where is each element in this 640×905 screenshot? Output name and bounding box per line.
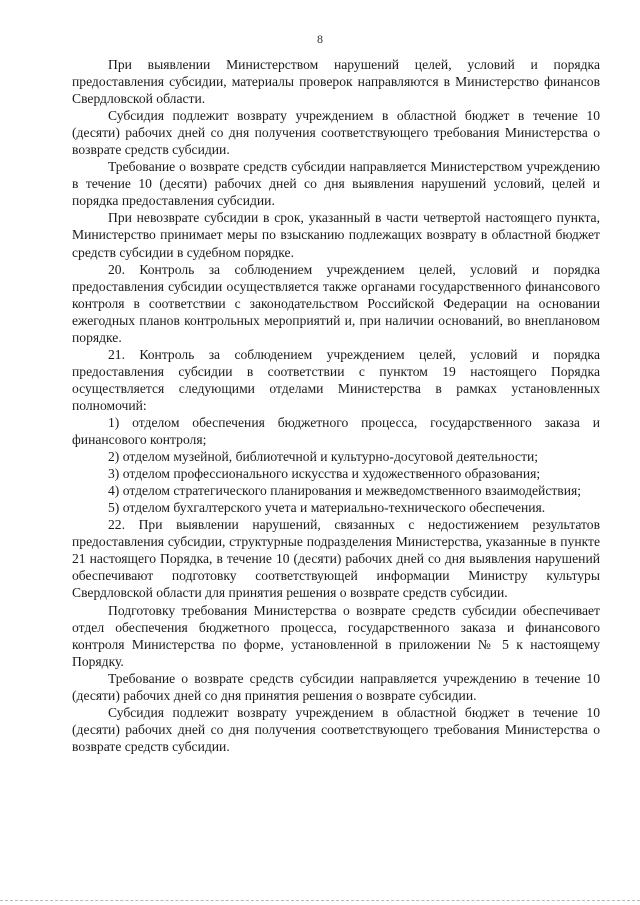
- page-bottom-edge: [0, 900, 640, 905]
- list-item-department-3: 3) отделом профессионального искусства и художественного образования;: [108, 466, 541, 482]
- paragraph-return-demand: Требование о возврате средств субсидии направляется Министерством учреждению в течение 10 (десяти) рабочих дней со дня выявления нарушений условий, целей и порядка предоставления субсидии.: [72, 159, 600, 209]
- document-body: [72, 56, 600, 755]
- paragraph-violations-materials: При выявлении Министерством нарушений целей, условий и порядка предоставления субсидии, материалы проверок направляются в Министерство финансов Свердловской области.: [72, 57, 600, 107]
- page-number: 8: [317, 32, 323, 46]
- list-item-department-1: 1) отделом обеспечения бюджетного процесса, государственного заказа и финансового контроля;: [72, 414, 600, 448]
- paragraph-demand-sent: Требование о возврате средств субсидии направляется учреждению в течение 10 (десяти) рабочих дней со дня принятия решения о возврате субсидии.: [72, 670, 600, 703]
- list-item-department-5: 5) отделом бухгалтерского учета и материально-технического обеспечения.: [108, 500, 546, 516]
- paragraph-subsidy-return-term: Субсидия подлежит возврату учреждением в областной бюджет в течение 10 (десяти) рабочих дней со дня получения соответствующего требования Министерства о возврате средств субсидии.: [72, 108, 600, 158]
- paragraph-subsidy-return-final: Субсидия подлежит возврату учреждением в областной бюджет в течение 10 (десяти) рабочих дней со дня получения соответствующего требования Министерства о возврате средств субсидии.: [72, 704, 600, 754]
- paragraph-non-return-recovery: При невозврате субсидии в срок, указанный в части четвертой настоящего пункта, Министерство принимает меры по взысканию подлежащих возврату в областной бюджет средств субсидии в судебном порядке.: [72, 210, 600, 260]
- paragraph-clause-22: 22. При выявлении нарушений, связанных с недостижением результатов предоставления субсидии, структурные подразделения Министерства, указанные в пункте 21 настоящего Порядка, в течение 10 (десяти) рабочих дней со дня выявления нарушений обеспечивают подготовку соответствующей информации Министру культуры Свердловской области для принятия решения о возврате средств субсидии.: [72, 517, 600, 601]
- list-item-department-4: 4) отделом стратегического планирования и межведомственного взаимодействия;: [108, 483, 582, 499]
- paragraph-clause-20: 20. Контроль за соблюдением учреждением целей, условий и порядка предоставления субсидии осуществляется также органами государственного финансового контроля в соответствии с законодательством Российской Федерации на основании ежегодных планов контрольных мероприятий и, при наличии оснований, во внеплановом порядке.: [72, 261, 600, 345]
- list-item-department-2: 2) отделом музейной, библиотечной и культурно-досуговой деятельности;: [108, 449, 539, 465]
- paragraph-demand-preparation: Подготовку требования Министерства о возврате средств субсидии обеспечивает отдел обеспечения бюджетного процесса, государственного заказа и финансового контроля Министерства по форме, установленной в приложении № 5 к настоящему Порядку.: [72, 602, 600, 669]
- paragraph-clause-21: 21. Контроль за соблюдением учреждением целей, условий и порядка предоставления субсидии в соответствии с пунктом 19 настоящего Порядка осуществляется следующими отделами Министерства в рамках установленных полномочий:: [72, 346, 600, 413]
